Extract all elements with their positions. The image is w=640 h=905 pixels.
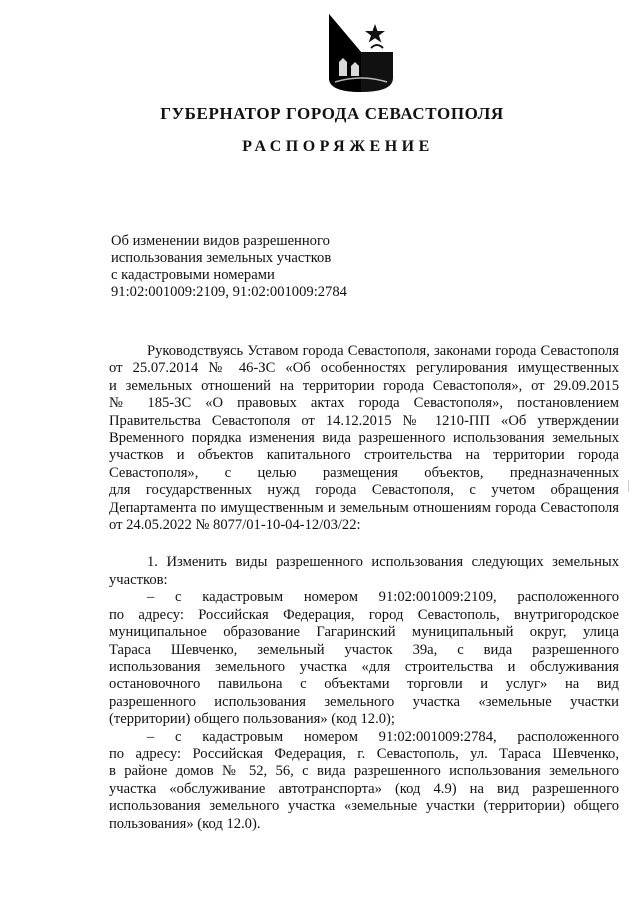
- scan-mark: [628, 480, 629, 492]
- text-line: № 185-ЗС «О правовых актах города Севастополя», постановлением: [109, 395, 619, 412]
- subject-line: с кадастровыми номерами: [111, 267, 275, 283]
- text-line: и земельных отношений на территории города Севастополя», от 29.09.2015: [109, 377, 619, 394]
- preamble-paragraph: [109, 343, 619, 534]
- text-line: участков и объектов капитального строительства на территории города: [109, 447, 619, 464]
- text-line: участка «обслуживание автотранспорта» (код 4.9) на вид разрешенного: [109, 780, 619, 797]
- text-line: по адресу: Российская Федерация, г. Севастополь, ул. Тараса Шевченко,: [109, 745, 619, 762]
- parcel-2-paragraph: [109, 729, 619, 833]
- subject-line: Об изменении видов разрешенного: [111, 233, 330, 249]
- item-1-paragraph: [109, 554, 619, 589]
- text-line: для государственных нужд города Севастополя, с учетом обращения: [109, 482, 619, 499]
- text-line: – с кадастровым номером 91:02:001009:2109, расположенного: [147, 589, 619, 606]
- document-body: [109, 343, 619, 833]
- text-line: остановочного павильона с объектами торговли и услуг» на вид: [109, 676, 619, 693]
- text-line: пользования» (код 12.0).: [109, 815, 261, 832]
- text-line: Временного порядка изменения вида разрешенного использования земельных: [109, 430, 619, 447]
- text-line: муниципальное образование Гагаринский муниципальный округ, улица: [109, 624, 619, 641]
- text-line: участков:: [109, 571, 168, 588]
- text-line: 1. Изменить виды разрешенного использования следующих земельных: [147, 554, 619, 571]
- text-line: Севастополя», с целью размещения объектов, предназначенных: [109, 464, 619, 481]
- text-line: Департамента по имущественным и земельным отношениям города Севастополя: [109, 499, 619, 516]
- text-line: использования земельного участка «для строительства и обслуживания: [109, 658, 619, 675]
- text-line: разрешенного использования земельного участка «земельные участки: [109, 693, 619, 710]
- coat-of-arms-icon: [325, 12, 397, 94]
- document-type-title: РАСПОРЯЖЕНИЕ: [242, 138, 434, 155]
- text-line: Тараса Шевченко, земельный участок 39а, с вида разрешенного: [109, 641, 619, 658]
- text-line: Руководствуясь Уставом города Севастополя, законами города Севастополя: [147, 343, 619, 359]
- parcel-1-paragraph: [109, 589, 619, 728]
- authority-title: ГУБЕРНАТОР ГОРОДА СЕВАСТОПОЛЯ: [160, 104, 504, 123]
- text-line: использования земельного участка «земельные участки (территории) общего: [109, 798, 619, 815]
- subject-line: 91:02:001009:2109, 91:02:001009:2784: [111, 284, 347, 300]
- subject-line: использования земельных участков: [111, 250, 332, 266]
- text-line: по адресу: Российская Федерация, город Севастополь, внутригородское: [109, 606, 619, 623]
- paragraph-gap: [109, 534, 619, 554]
- text-line: Правительства Севастополя от 14.12.2015 № 1210-ПП «Об утверждении: [109, 412, 619, 429]
- text-line: – с кадастровым номером 91:02:001009:2784, расположенного: [147, 728, 619, 745]
- text-line: от 25.07.2014 № 46-ЗС «Об особенностях регулирования имущественных: [109, 360, 619, 377]
- document-subject: [111, 233, 411, 301]
- text-line: в районе домов № 52, 56, с вида разрешенного использования земельного: [109, 763, 619, 780]
- text-line: (территории) общего пользования» (код 12.0);: [109, 711, 395, 728]
- text-line: от 24.05.2022 № 8077/01-10-04-12/03/22:: [109, 517, 361, 534]
